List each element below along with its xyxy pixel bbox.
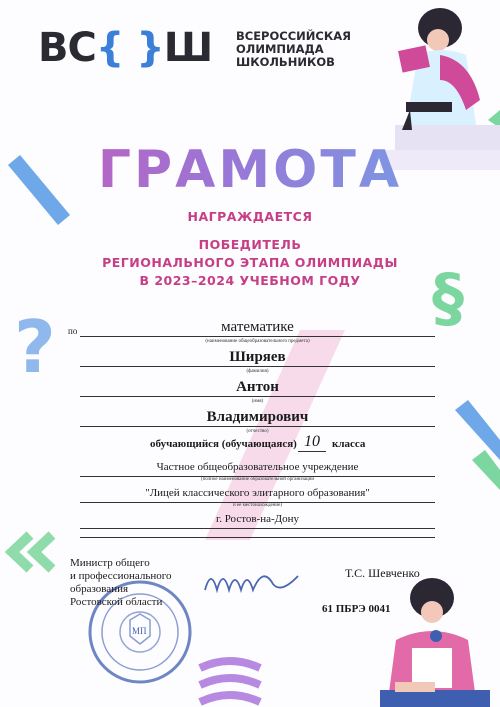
class-label: класса [332,438,366,450]
olympiad-name-line: ОЛИМПИАДА [236,42,324,56]
patronymic-field: Владимирович [80,408,435,427]
student-label: обучающийся (обучающаяся) [150,438,297,450]
signatory-name: Т.С. Шевченко [345,566,420,580]
awarded-label: НАГРАЖДАЕТСЯ [187,209,313,224]
blue-slash-right [455,400,500,460]
ministry-line: образования [70,583,129,595]
olympiad-name-line: ШКОЛЬНИКОВ [236,55,335,69]
surname-field: Ширяев [80,348,435,367]
logo-letters-right: Ш [163,25,213,71]
olympiad-name [236,30,366,69]
registration-number: 61 ПБРЭ 0041 [322,603,391,615]
school-caption-2: и ее местонахождение) [233,503,282,508]
subtitle-line-2: РЕГИОНАЛЬНОГО ЭТАПА ОЛИМПИАДЫ [102,255,398,270]
logo-braces: { } [95,25,164,71]
section-sign-icon: § [432,262,464,336]
po-label: по [68,326,78,336]
question-mark-icon: ? [14,305,56,389]
subject-caption: (наименование общеобразовательного предмета) [205,339,310,344]
writing-girl-illustration [380,578,490,707]
subtitle-line-3: В 2023–2024 УЧЕБНОМ ГОДУ [139,273,361,288]
name-field: Антон [80,378,435,397]
olympiad-name-line: ВСЕРОССИЙСКАЯ [236,29,351,43]
logo-letters-left: ВС [38,25,96,71]
subtitle-line-1: ПОБЕДИТЕЛЬ [198,237,302,252]
signature-icon [205,576,298,590]
empty-line [80,537,435,538]
diploma-title: ГРАМОТА [0,140,500,200]
surname-caption: (фамилия) [246,369,269,374]
grade-field: 10 [298,433,326,452]
seal-label: МП [132,626,147,636]
city-field: г. Ростов-на-Дону [80,510,435,529]
olympiad-logo [38,26,212,70]
ministry-line: Министр общего [70,557,150,569]
ministry-block [70,557,200,609]
name-caption: (имя) [251,399,264,404]
patronymic-caption: (отчество) [246,429,269,434]
school-line-1: Частное общеобразовательное учреждение [80,458,435,477]
ministry-line: Ростовской области [70,596,163,608]
school-line-2: "Лицей классического элитарного образования" [80,484,435,503]
subject-field: математике [80,318,435,337]
school-caption-1: (полное наименование образовательной организации [200,477,315,482]
ministry-line: и профессионального [70,570,172,582]
